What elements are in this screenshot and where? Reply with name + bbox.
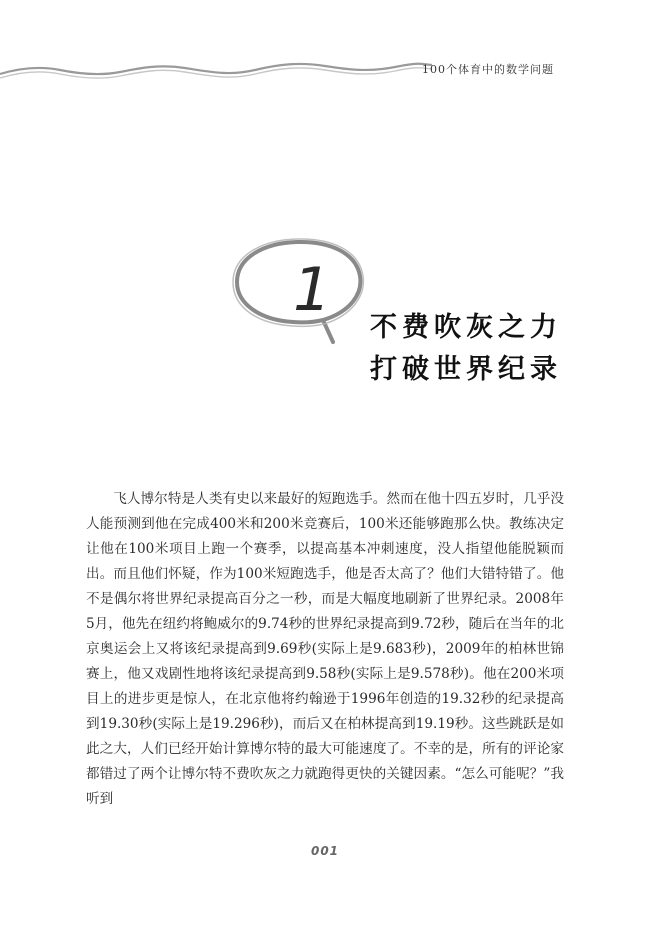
chapter-number: 1 xyxy=(293,255,332,325)
page-number: 001 xyxy=(310,844,340,858)
running-title: 100个体育中的数学问题 xyxy=(422,63,554,76)
body-text xyxy=(86,487,564,812)
chapter-title-line-2: 打破世界纪录 xyxy=(370,354,562,385)
body-paragraph: 飞人博尔特是人类有史以来最好的短跑选手。然而在他十四五岁时，几乎没人能预测到他在完成400米和200米竞赛后，100米还能够跑那么快。教练决定让他在100米项目上跑一个赛季，以提高基本冲刺速度，没人指望他能脱颖而出。而且他们怀疑，作为100米短跑选手，他是否太高了？他们大错特错了。他不是偶尔将世界纪录提高百分之一秒，而是大幅度地刷新了世界纪录。2008年5月，他先在纽约将鲍威尔的9.74秒的世界纪录提高到9.72秒，随后在当年的北京奥运会上又将该纪录提高到9.69秒(实际上是9.683秒)，2009年的柏林世锦赛上，他又戏剧性地将该纪录提高到9.58秒(实际上是9.578秒)。他在200米项目上的进步更是惊人，在北京他将约翰逊于1996年创造的19.32秒的纪录提高到19.30秒(实际上是19.296秒)，而后又在柏林提高到19.19秒。这些跳跃是如此之大，人们已经开始计算博尔特的最大可能速度了。不幸的是，所有的评论家都错过了两个让博尔特不费吹灰之力就跑得更快的关键因素。“怎么可能呢？”我听到 xyxy=(86,491,564,807)
chapter-speech-bubble-icon xyxy=(225,238,375,348)
chapter-title xyxy=(370,307,562,391)
chapter-title-line-1: 不费吹灰之力 xyxy=(370,312,562,343)
